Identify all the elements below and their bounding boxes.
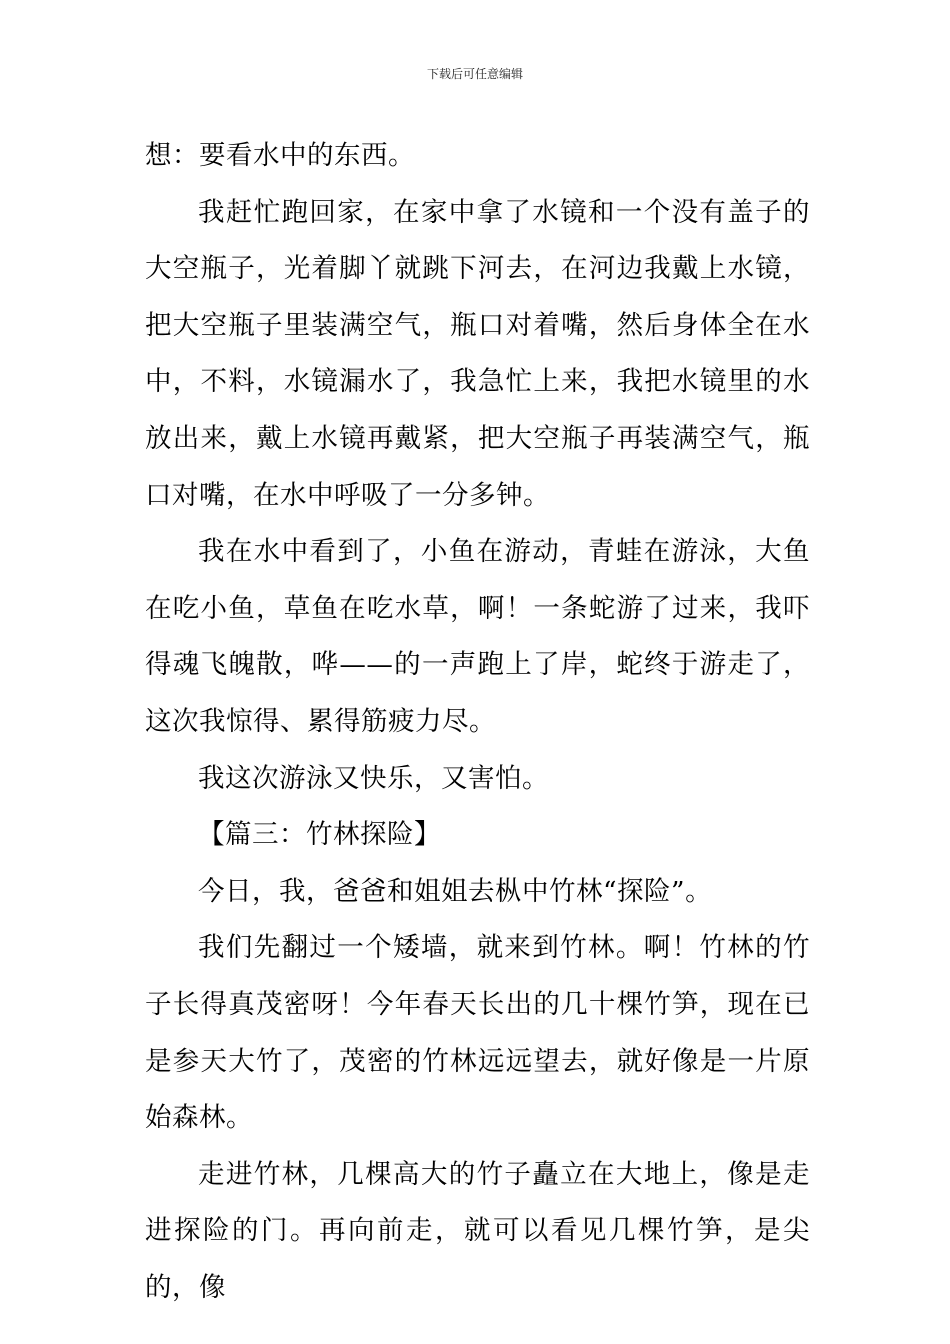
paragraph-4: 我这次游泳又快乐，又害怕。 <box>198 762 549 794</box>
paragraph-7: 走进竹林，几棵高大的竹子矗立在大地上，像是走进探险的门。再向前走，就可以看见几棵竹笋，是尖的，像 <box>145 1158 810 1303</box>
paragraph-1: 想：要看水中的东西。 <box>145 140 415 171</box>
document-body <box>145 128 810 1316</box>
paragraph-3: 我在水中看到了，小鱼在游动，青蛙在游泳，大鱼在吃小鱼，草鱼在吃水草，啊！一条蛇游了过来，我吓得魂飞魄散，哗——的一声跑上了岸，蛇终于游走了，这次我惊得、累得筋疲力尽。 <box>145 536 810 737</box>
paragraph-2: 我赶忙跑回家，在家中拿了水镜和一个没有盖子的大空瓶子，光着脚丫就跳下河去，在河边我戴上水镜，把大空瓶子里装满空气，瓶口对着嘴，然后身体全在水中，不料，水镜漏水了，我急忙上来，我把水镜里的水放出来，戴上水镜再戴紧，把大空瓶子再装满空气，瓶口对嘴，在水中呼吸了一分多钟。 <box>145 196 810 511</box>
paragraph-6: 我们先翻过一个矮墙，就来到竹林。啊！竹林的竹子长得真茂密呀！今年春天长出的几十棵竹笋，现在已是参天大竹了，茂密的竹林远远望去，就好像是一片原始森林。 <box>145 932 810 1134</box>
section-heading: 【篇三：竹林探险】 <box>198 819 441 851</box>
page-header: 下载后可任意编辑 <box>426 67 523 81</box>
paragraph-5: 今日，我，爸爸和姐姐去枞中竹林“探险”。 <box>198 875 713 907</box>
